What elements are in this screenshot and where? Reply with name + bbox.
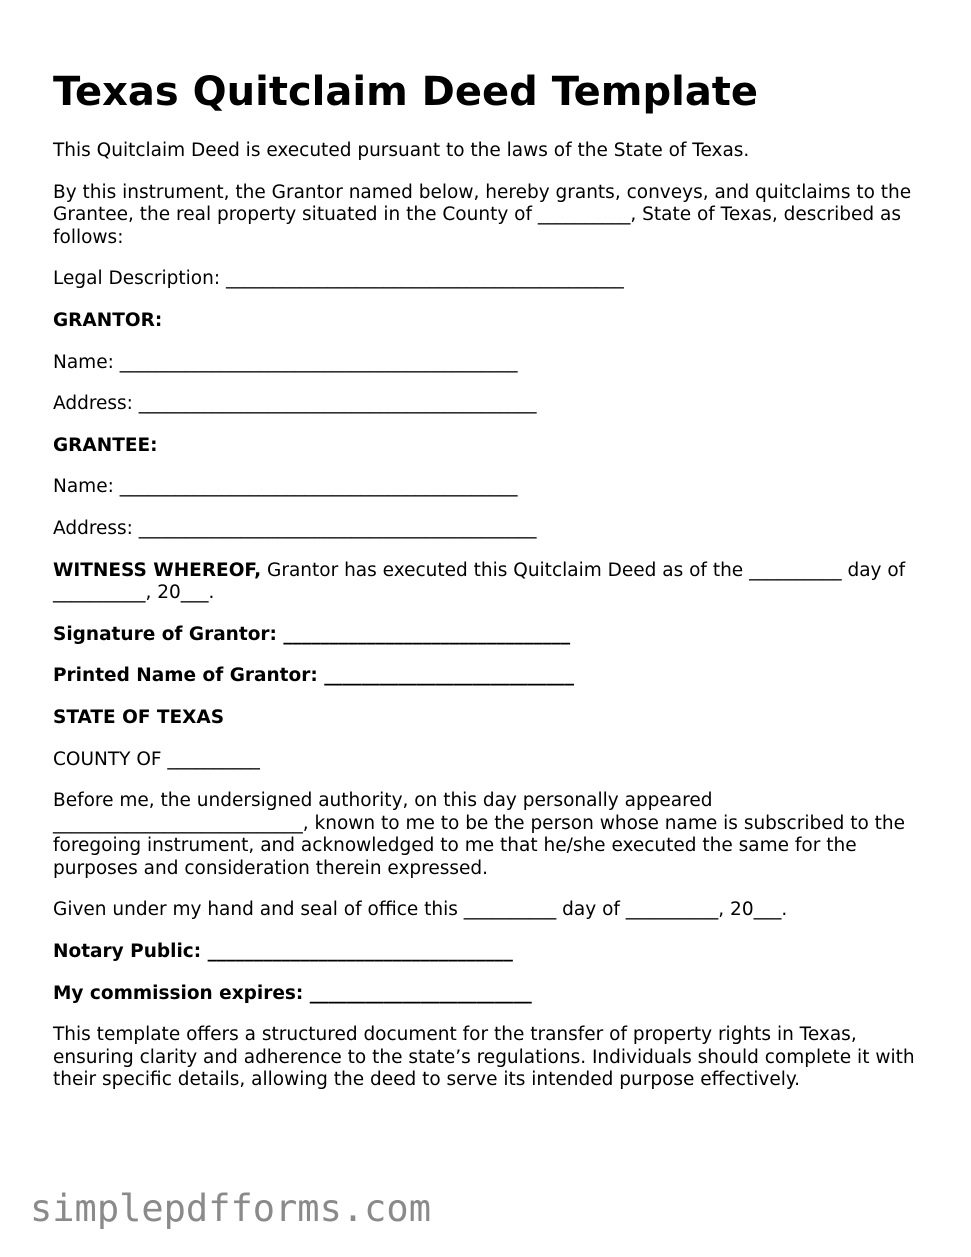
- commission-blank: ________________________: [303, 982, 532, 1004]
- grantor-address-line: Address: ___________________________________________: [53, 393, 537, 415]
- commission-line: [53, 983, 923, 1006]
- legal-description-line: Legal Description: ___________________________________________: [53, 268, 624, 290]
- document-title: Texas Quitclaim Deed Template: [53, 69, 759, 115]
- acknowledgment-paragraph: Before me, the undersigned authority, on this day personally appeared ___________________________, known to me to be the person whose name is subscribed to the foregoing instrument, and acknowledged to me that he/she executed the same for the purposes and consideration therein expressed.: [53, 790, 906, 879]
- grantee-heading: GRANTEE:: [53, 434, 158, 456]
- given-under-line: Given under my hand and seal of office this __________ day of __________, 20___.: [53, 899, 788, 921]
- grantor-name-line: Name: ___________________________________________: [53, 351, 518, 373]
- notary-line: [53, 941, 923, 964]
- grantor-heading: GRANTOR:: [53, 309, 163, 331]
- grantee-name-line: Name: ___________________________________________: [53, 476, 518, 498]
- witness-paragraph: [53, 560, 923, 605]
- state-heading: STATE OF TEXAS: [53, 706, 225, 728]
- signature-label: Signature of Grantor:: [53, 623, 277, 645]
- signature-line: [53, 624, 923, 647]
- witness-bold-lead: WITNESS WHEREOF,: [53, 559, 262, 581]
- printed-name-blank: ___________________________: [317, 665, 574, 687]
- county-line: COUNTY OF __________: [53, 748, 260, 770]
- watermark: simplepdfforms.com: [30, 1187, 431, 1230]
- witness-text: Grantor has executed this Quitclaim Deed as of the __________ day of __________, 20___.: [53, 559, 906, 604]
- printed-name-label: Printed Name of Grantor:: [53, 665, 318, 687]
- signature-blank: _______________________________: [276, 623, 571, 645]
- commission-label: My commission expires:: [53, 982, 304, 1004]
- grant-clause-paragraph: By this instrument, the Grantor named below, hereby grants, conveys, and quitclaims to the Grantee, the real property situated in the County of __________, State of Texas, described as follows:: [53, 181, 912, 248]
- printed-name-line: [53, 665, 923, 688]
- notary-label: Notary Public:: [53, 941, 202, 963]
- notary-blank: _________________________________: [201, 941, 513, 963]
- closing-paragraph: This template offers a structured document for the transfer of property rights in Texas, ensuring clarity and adherence to the state’s regulations. Individuals should complete it with their specific details, allowing the deed to serve its intended purpose effectively.: [53, 1024, 915, 1091]
- document-body: [53, 140, 923, 1111]
- grantee-address-line: Address: ___________________________________________: [53, 517, 537, 539]
- intro-paragraph: This Quitclaim Deed is executed pursuant to the laws of the State of Texas.: [53, 140, 750, 161]
